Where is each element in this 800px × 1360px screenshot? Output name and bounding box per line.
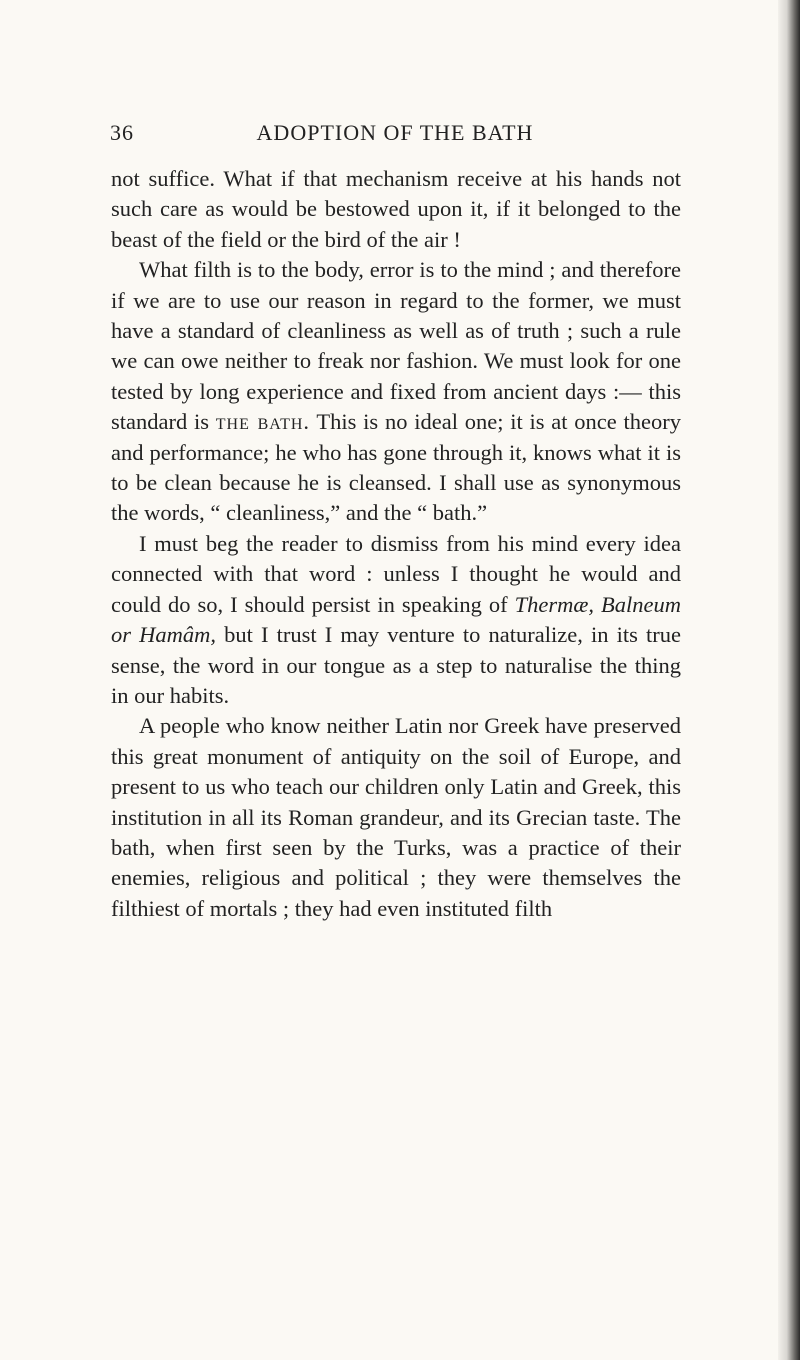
paragraph-2-text-b: This is no ideal one; it is at once theory and performance; he who has gone through it, knows what it is to be clean because he is cleansed. I shall use as synonymous the words, “ cleanliness,” and the “ bath.” (111, 409, 681, 526)
paragraph-2-text-a: What filth is to the body, error is to the mind ; and therefore if we are to use our reason in regard to the former, we must have a standard of cleanliness as well as of truth ; such a rule we can owe neither to freak nor fashion. We must look for one tested by long experience and fixed from ancient days :— this standard is (111, 257, 681, 435)
paragraph-1-text: not suffice. What if that mechanism receive at his hands not such care as would be bestowed upon it, if it belonged to the beast of the field or the bird of the air ! (111, 166, 681, 252)
paragraph-2-small-caps: the bath. (215, 409, 311, 435)
paragraph-3-text-a: I must beg the reader to dismiss from his mind every idea connected with that word : unless I thought he would and could do so, I should persist in speaking of (111, 530, 681, 617)
paragraph-1 (111, 164, 681, 255)
paragraph-3-text-b: but I trust I may venture to naturalize, in its true sense, the word in our tongue as a step to naturalise the thing in our habits. (111, 622, 681, 708)
paragraph-4-text: A people who know neither Latin nor Greek have preserved this great monument of antiquity on the soil of Europe, and present to us who teach our children only Latin and Greek, this institution in all its Roman grandeur, and its Grecian taste. The bath, when first seen by the Turks, was a practice of their enemies, religious and political ; they were themselves the filthiest of mortals ; they had even instituted filth (111, 713, 681, 921)
page-number: 36 (110, 120, 134, 145)
running-head: ADOPTION OF THE BATH (256, 120, 534, 145)
page-header (110, 120, 680, 150)
paragraph-3 (111, 529, 681, 711)
paragraph-3-italic: Thermæ, Balneum or Hamâm, (111, 591, 681, 648)
body-text (111, 164, 681, 924)
paragraph-2 (111, 255, 681, 529)
page-edge-shadow (778, 0, 800, 1360)
paragraph-4 (111, 711, 681, 924)
